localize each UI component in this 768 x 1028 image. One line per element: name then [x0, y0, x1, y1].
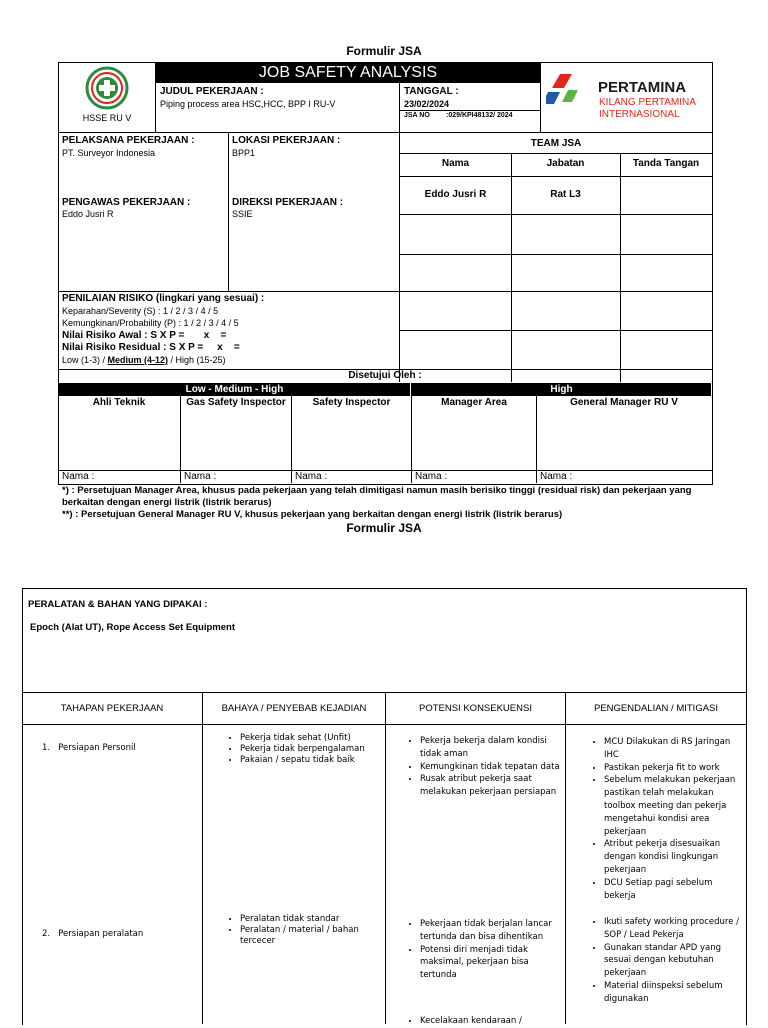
nama-field-1: Nama :	[62, 471, 95, 482]
col-bahaya: BAHAYA / PENYEBAB KEJADIAN	[221, 703, 367, 714]
note-2: **) : Persetujuan General Manager RU V, khusus pekerjaan yang berkaitan dengan energi listrik (listrik berarus)	[62, 509, 563, 520]
bahaya-2-1: • Peralatan tidak standar	[240, 914, 376, 925]
potensi-2-1: • Pekerjaan tidak berjalan lancar tertunda dan bisa dihentikan	[420, 918, 562, 944]
mitigasi-1-1: • MCU Dilakukan di RS Jaringan IHC	[604, 736, 742, 762]
potensi-list-2	[406, 918, 562, 982]
nama-field-2: Nama :	[184, 471, 217, 482]
bahaya-list-1	[226, 733, 376, 766]
mitigasi-1-4: • Atribut pekerja disesuaikan dengan kondisi lingkungan pekerjaan	[604, 838, 742, 876]
approver-safety-inspector: Safety Inspector	[312, 397, 391, 408]
team-title: TEAM JSA	[530, 138, 582, 149]
mitigasi-list-2	[590, 916, 742, 1006]
pelaksana-label: PELAKSANA PEKERJAAN :	[62, 135, 195, 146]
bahaya-1-2: • Pekerja tidak berpengalaman	[240, 744, 376, 755]
team-col-nama: Nama	[441, 158, 470, 169]
pertamina-logo	[546, 70, 596, 110]
col-tahapan: TAHAPAN PEKERJAAN	[60, 703, 164, 714]
nama-field-5: Nama :	[540, 471, 573, 482]
doc-title: JOB SAFETY ANALYSIS	[156, 63, 540, 83]
nama-field-4: Nama :	[415, 471, 448, 482]
direksi-label: DIREKSI PEKERJAAN :	[232, 197, 344, 208]
risk-level-medium: Medium (4-12)	[107, 355, 169, 365]
potensi-list-3	[406, 1015, 562, 1028]
bahaya-1-3: • Pakaian / sepatu tidak baik	[240, 755, 376, 766]
pertamina-logo-icon	[546, 70, 596, 110]
col-potensi: POTENSI KONSEKUENSI	[419, 703, 532, 714]
approval-band-right: High	[412, 383, 711, 396]
mitigasi-1-5: • DCU Setiap pagi sebelum bekerja	[604, 877, 742, 903]
pelaksana-value: PT. Surveyor Indonesia	[62, 148, 156, 158]
mitigasi-2-2: • Gunakan standar APD yang sesuai dengan kebutuhan pekerjaan	[604, 942, 742, 980]
approver-gm: General Manager RU V	[570, 397, 678, 408]
nama-field-3: Nama :	[295, 471, 328, 482]
risk-levels	[62, 355, 226, 366]
mitigasi-1-2: • Pastikan pekerja fit to work	[604, 762, 742, 775]
brand-name: PERTAMINA	[598, 79, 687, 96]
potensi-list-1	[406, 735, 562, 799]
bahaya-1-1: • Pekerja tidak sehat (Unfit)	[240, 733, 376, 744]
approval-band-left: Low - Medium - High	[59, 383, 410, 396]
brand-sub2: INTERNASIONAL	[599, 109, 680, 120]
potensi-1-1: • Pekerja bekerja dalam kondisi tidak aman	[420, 735, 562, 761]
jsa-form-frame	[58, 62, 713, 485]
team-col-ttd: Tanda Tangan	[632, 158, 700, 169]
risk-severity: Keparahan/Severity (S) : 1 / 2 / 3 / 4 / 5	[62, 306, 219, 316]
risk-level-low: Low (1-3) /	[62, 355, 108, 365]
potensi-1-3: • Rusak atribut pekerja saat melakukan pekerjaan persiapan	[420, 773, 562, 799]
risk-awal: Nilai Risiko Awal : S X P = x =	[62, 330, 227, 341]
hsse-label: HSSE RU V	[82, 113, 132, 123]
mitigasi-1-3: • Sebelum melakukan pekerjaan pastikan telah melakukan toolbox meeting dan pekerja mengetahui kondisi area pekerjaan	[604, 774, 742, 838]
direksi-value: SSIE	[232, 209, 253, 219]
potensi-1-2: • Kemungkinan tidak tepatan data	[420, 761, 562, 774]
form-title-2: Formulir JSA	[346, 521, 422, 535]
potensi-2-2: • Potensi diri menjadi tidak maksimal, pekerjaan bisa tertunda	[420, 944, 562, 982]
team-row-jabatan: Rat L3	[550, 189, 581, 200]
team-row-nama: Eddo Jusri R	[424, 189, 487, 200]
lokasi-value: BPP1	[232, 148, 256, 158]
pengawas-value: Eddo Jusri R	[62, 209, 114, 219]
jsa-no-label: JSA NO	[404, 112, 430, 119]
pengawas-label: PENGAWAS PEKERJAAN :	[62, 197, 191, 208]
hsse-logo	[80, 66, 134, 110]
step-2: 2. Persiapan peralatan	[42, 929, 144, 939]
step-1: 1. Persiapan Personil	[42, 743, 136, 753]
potensi-3-1: • Kecelakaan kendaraan /	[420, 1015, 562, 1028]
tanggal-value: 23/02/2024	[404, 99, 450, 109]
approver-ahli-teknik: Ahli Teknik	[92, 397, 146, 408]
form-title: Formulir JSA	[346, 44, 422, 58]
col-mitigasi: PENGENDALIAN / MITIGASI	[593, 703, 719, 714]
peralatan-label: PERALATAN & BAHAN YANG DIPAKAI :	[28, 599, 208, 610]
risk-level-high: / High (15-25)	[168, 355, 226, 365]
team-col-jabatan: Jabatan	[546, 158, 585, 169]
judul-label: JUDUL PEKERJAAN :	[160, 86, 264, 97]
bahaya-list-2	[226, 914, 376, 947]
judul-value: Piping process area HSC,HCC, BPP I RU-V	[160, 99, 336, 109]
brand-sub1: KILANG PERTAMINA	[599, 97, 696, 108]
mitigasi-2-1: • Ikuti safety working procedure / SOP / Lead Pekerja	[604, 916, 742, 942]
risk-probability: Kemungkinan/Probability (P) : 1 / 2 / 3 / 4 / 5	[62, 318, 239, 328]
note-1: *) : Persetujuan Manager Area, khusus pada pekerjaan yang telah dimitigasi namun masih berisiko tinggi (residual risk) dan pekerjaan yang berkaitan dengan energi listrik (listrik berarus)	[62, 485, 692, 508]
approval-title: Disetujui Oleh :	[348, 370, 422, 381]
mitigasi-list-1	[590, 736, 742, 902]
jsa-no-value: :029/KPI48132/ 2024	[446, 112, 513, 119]
peralatan-value: Epoch (Alat UT), Rope Access Set Equipment	[30, 622, 235, 633]
lokasi-label: LOKASI PEKERJAAN :	[232, 135, 341, 146]
tanggal-label: TANGGAL :	[404, 86, 459, 97]
approver-gas-safety: Gas Safety Inspector	[186, 397, 286, 408]
risk-title: PENILAIAN RISIKO (lingkari yang sesuai) :	[62, 293, 265, 304]
risk-residual: Nilai Risiko Residual : S X P = x =	[62, 342, 240, 353]
mitigasi-2-3: • Material diinspeksi sebelum digunakan	[604, 980, 742, 1006]
approver-manager-area: Manager Area	[441, 397, 507, 408]
bahaya-2-2: • Peralatan / material / bahan tercecer	[240, 925, 376, 947]
hsse-emblem-icon	[80, 66, 134, 110]
